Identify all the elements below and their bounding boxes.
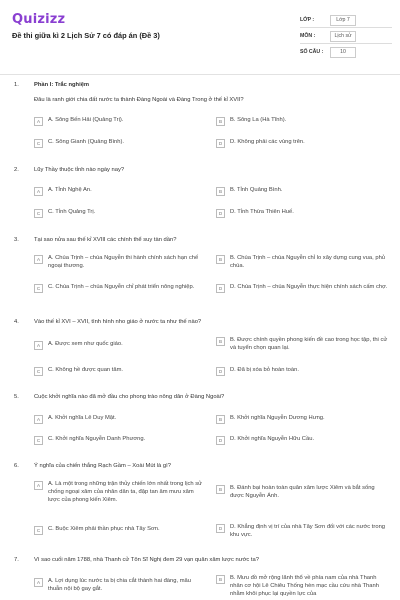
- option-letter: D: [216, 367, 225, 376]
- question-text: Cuộc khởi nghĩa nào đã mở đầu cho phong trào nông dân ở Đàng Ngoài?: [34, 394, 225, 400]
- answer-option[interactable]: [216, 255, 390, 271]
- answer-option[interactable]: [34, 578, 204, 594]
- class-label: LỚP :: [300, 17, 315, 23]
- answer-option[interactable]: [34, 139, 184, 148]
- answer-option[interactable]: [216, 284, 390, 293]
- class-value: Lớp 7: [330, 15, 356, 26]
- option-letter: D: [216, 436, 225, 445]
- question-number: 3.: [14, 237, 19, 243]
- option-text: B. Khởi nghĩa Nguyễn Dương Hưng.: [230, 415, 325, 421]
- question-number: 1.: [14, 82, 19, 88]
- header: [0, 0, 400, 64]
- question-number: 7.: [14, 557, 19, 563]
- exam-meta: [300, 12, 392, 60]
- option-text: A. Được xem như quốc giáo.: [48, 341, 123, 347]
- option-letter: D: [216, 524, 225, 533]
- answer-option[interactable]: [216, 187, 386, 196]
- question-number: 5.: [14, 394, 19, 400]
- answer-option[interactable]: [216, 485, 390, 501]
- count-value: 10: [330, 47, 356, 58]
- option-text: B. Đánh bại hoàn toàn quân xâm lược Xiêm và bắt sống được Nguyễn Ánh.: [230, 485, 375, 499]
- answer-option[interactable]: [216, 117, 386, 126]
- option-letter: A: [34, 415, 43, 424]
- option-text: C. Tỉnh Quảng Trị.: [48, 209, 96, 215]
- option-text: A. Là một trong những trận thủy chiến lớn nhất trong lịch sử chống ngoại xâm của nhân dân ta, đập tan âm mưu xâm lược của phong kiến Xiêm.: [48, 481, 202, 503]
- answer-option[interactable]: [34, 117, 184, 126]
- option-letter: A: [34, 481, 43, 490]
- option-text: D. Khởi nghĩa Nguyễn Hữu Cầu.: [230, 436, 315, 442]
- question-text: Lũy Thầy thuộc tỉnh nào ngày nay?: [34, 167, 125, 173]
- option-text: D. Chúa Trịnh – chúa Nguyễn thực hiện chính sách cấm chợ.: [230, 284, 388, 290]
- question-number: 6.: [14, 463, 19, 469]
- option-text: D. Đã bị xóa bỏ hoàn toàn.: [230, 367, 299, 373]
- answer-option[interactable]: [216, 575, 390, 598]
- answer-option[interactable]: [216, 337, 390, 353]
- option-letter: C: [34, 139, 43, 148]
- option-text: D. Tỉnh Thừa Thiên Huế.: [230, 209, 294, 215]
- count-row: [300, 44, 392, 60]
- option-text: B. Sông La (Hà Tĩnh).: [230, 117, 287, 123]
- option-letter: C: [34, 367, 43, 376]
- question-number: 2.: [14, 167, 19, 173]
- answer-option[interactable]: [34, 341, 199, 350]
- option-text: A. Lợi dụng lúc nước ta bị chia cắt thành hai đàng, mâu thuẫn nội bộ gay gắt.: [48, 578, 191, 592]
- option-letter: C: [34, 526, 43, 535]
- option-letter: A: [34, 187, 43, 196]
- option-letter: B: [216, 117, 225, 126]
- answer-option[interactable]: [216, 436, 390, 445]
- answer-option[interactable]: [34, 526, 204, 535]
- question-text: Vì sao cuối năm 1788, nhà Thanh cử Tôn Sĩ Nghị đem 29 vạn quân xâm lược nước ta?: [34, 557, 259, 563]
- question-text: Ý nghĩa của chiến thắng Rạch Gầm – Xoài Mút là gì?: [34, 463, 171, 469]
- option-letter: C: [34, 436, 43, 445]
- option-text: B. Được chính quyền phong kiến đề cao trong học tập, thi cử và tuyển chọn quan lại.: [230, 337, 388, 351]
- answer-option[interactable]: [34, 284, 199, 293]
- answer-option[interactable]: [216, 139, 386, 148]
- option-text: D. Khẳng định vị trí của nhà Tây Sơn đối với các nước trong khu vực.: [230, 524, 386, 538]
- option-text: A. Tỉnh Nghệ An.: [48, 187, 92, 193]
- option-letter: C: [34, 209, 43, 218]
- option-letter: B: [216, 255, 225, 264]
- answer-option[interactable]: [34, 481, 204, 504]
- option-text: D. Không phải các vùng trên.: [230, 139, 305, 145]
- option-letter: B: [216, 575, 225, 584]
- answer-option[interactable]: [34, 209, 184, 218]
- question-text: Vào thế kỉ XVI – XVII, tình hình nho giáo ở nước ta như thế nào?: [34, 319, 202, 325]
- option-letter: B: [216, 337, 225, 346]
- option-text: B. Mưu đồ mở rộng lãnh thổ về phía nam của nhà Thanh nhân cơ hội Lê Chiêu Thống hèn mạc cầu cứu nhà Thanh nhằm khôi phục lại quyền lực của: [230, 575, 379, 597]
- answer-option[interactable]: [34, 255, 199, 271]
- option-text: A. Sông Bến Hải (Quảng Trị).: [48, 117, 124, 123]
- option-letter: B: [216, 415, 225, 424]
- option-text: C. Sông Gianh (Quảng Bình).: [48, 139, 125, 145]
- question-text: Tại sao nửa sau thế kỉ XVIII các chính thể suy tàn dần?: [34, 237, 177, 243]
- answer-option[interactable]: [34, 436, 199, 445]
- header-divider: [0, 74, 400, 75]
- subject-label: MÔN :: [300, 33, 316, 39]
- class-row: [300, 12, 392, 28]
- option-letter: D: [216, 209, 225, 218]
- answer-option[interactable]: [216, 367, 390, 376]
- option-text: A. Chúa Trịnh – chúa Nguyễn thi hành chính sách hạn chế ngoại thương.: [48, 255, 199, 269]
- answer-option[interactable]: [34, 415, 199, 424]
- question-number: 4.: [14, 319, 19, 325]
- subject-row: [300, 28, 392, 44]
- meta-divider: [300, 27, 392, 28]
- option-letter: B: [216, 485, 225, 494]
- option-letter: C: [34, 284, 43, 293]
- option-text: C. Chúa Trịnh – chúa Nguyễn chỉ phát triển nông nghiệp.: [48, 284, 195, 290]
- option-letter: A: [34, 117, 43, 126]
- option-letter: D: [216, 139, 225, 148]
- option-text: C. Không hề được quan tâm.: [48, 367, 124, 373]
- option-text: A. Khởi nghĩa Lê Duy Mật.: [48, 415, 117, 421]
- answer-option[interactable]: [216, 209, 386, 218]
- option-letter: D: [216, 284, 225, 293]
- answer-option[interactable]: [216, 415, 390, 424]
- quizizz-logo: Quizizz: [12, 12, 66, 27]
- answer-option[interactable]: [216, 524, 390, 540]
- meta-divider: [300, 43, 392, 44]
- option-text: B. Tỉnh Quảng Bình.: [230, 187, 283, 193]
- option-letter: A: [34, 341, 43, 350]
- question-text: Đâu là ranh giới chia đất nước ta thành Đàng Ngoài và Đàng Trong ở thế kỉ XVII?: [34, 97, 244, 103]
- option-text: C. Buộc Xiêm phải thần phục nhà Tây Sơn.: [48, 526, 160, 532]
- option-letter: A: [34, 578, 43, 587]
- option-letter: B: [216, 187, 225, 196]
- option-letter: A: [34, 255, 43, 264]
- subject-value: Lịch sử: [330, 31, 356, 42]
- count-label: SỐ CÂU :: [300, 49, 324, 55]
- exam-title: Đề thi giữa kì 2 Lịch Sử 7 có đáp án (Đề 3): [12, 31, 160, 40]
- answer-option[interactable]: [34, 187, 184, 196]
- section-title: Phần I: Trắc nghiệm: [34, 82, 90, 88]
- option-text: C. Khởi nghĩa Nguyễn Danh Phương.: [48, 436, 146, 442]
- option-text: B. Chúa Trịnh – chúa Nguyễn chỉ lo xây dựng cung vua, phủ chúa.: [230, 255, 386, 269]
- answer-option[interactable]: [34, 367, 199, 376]
